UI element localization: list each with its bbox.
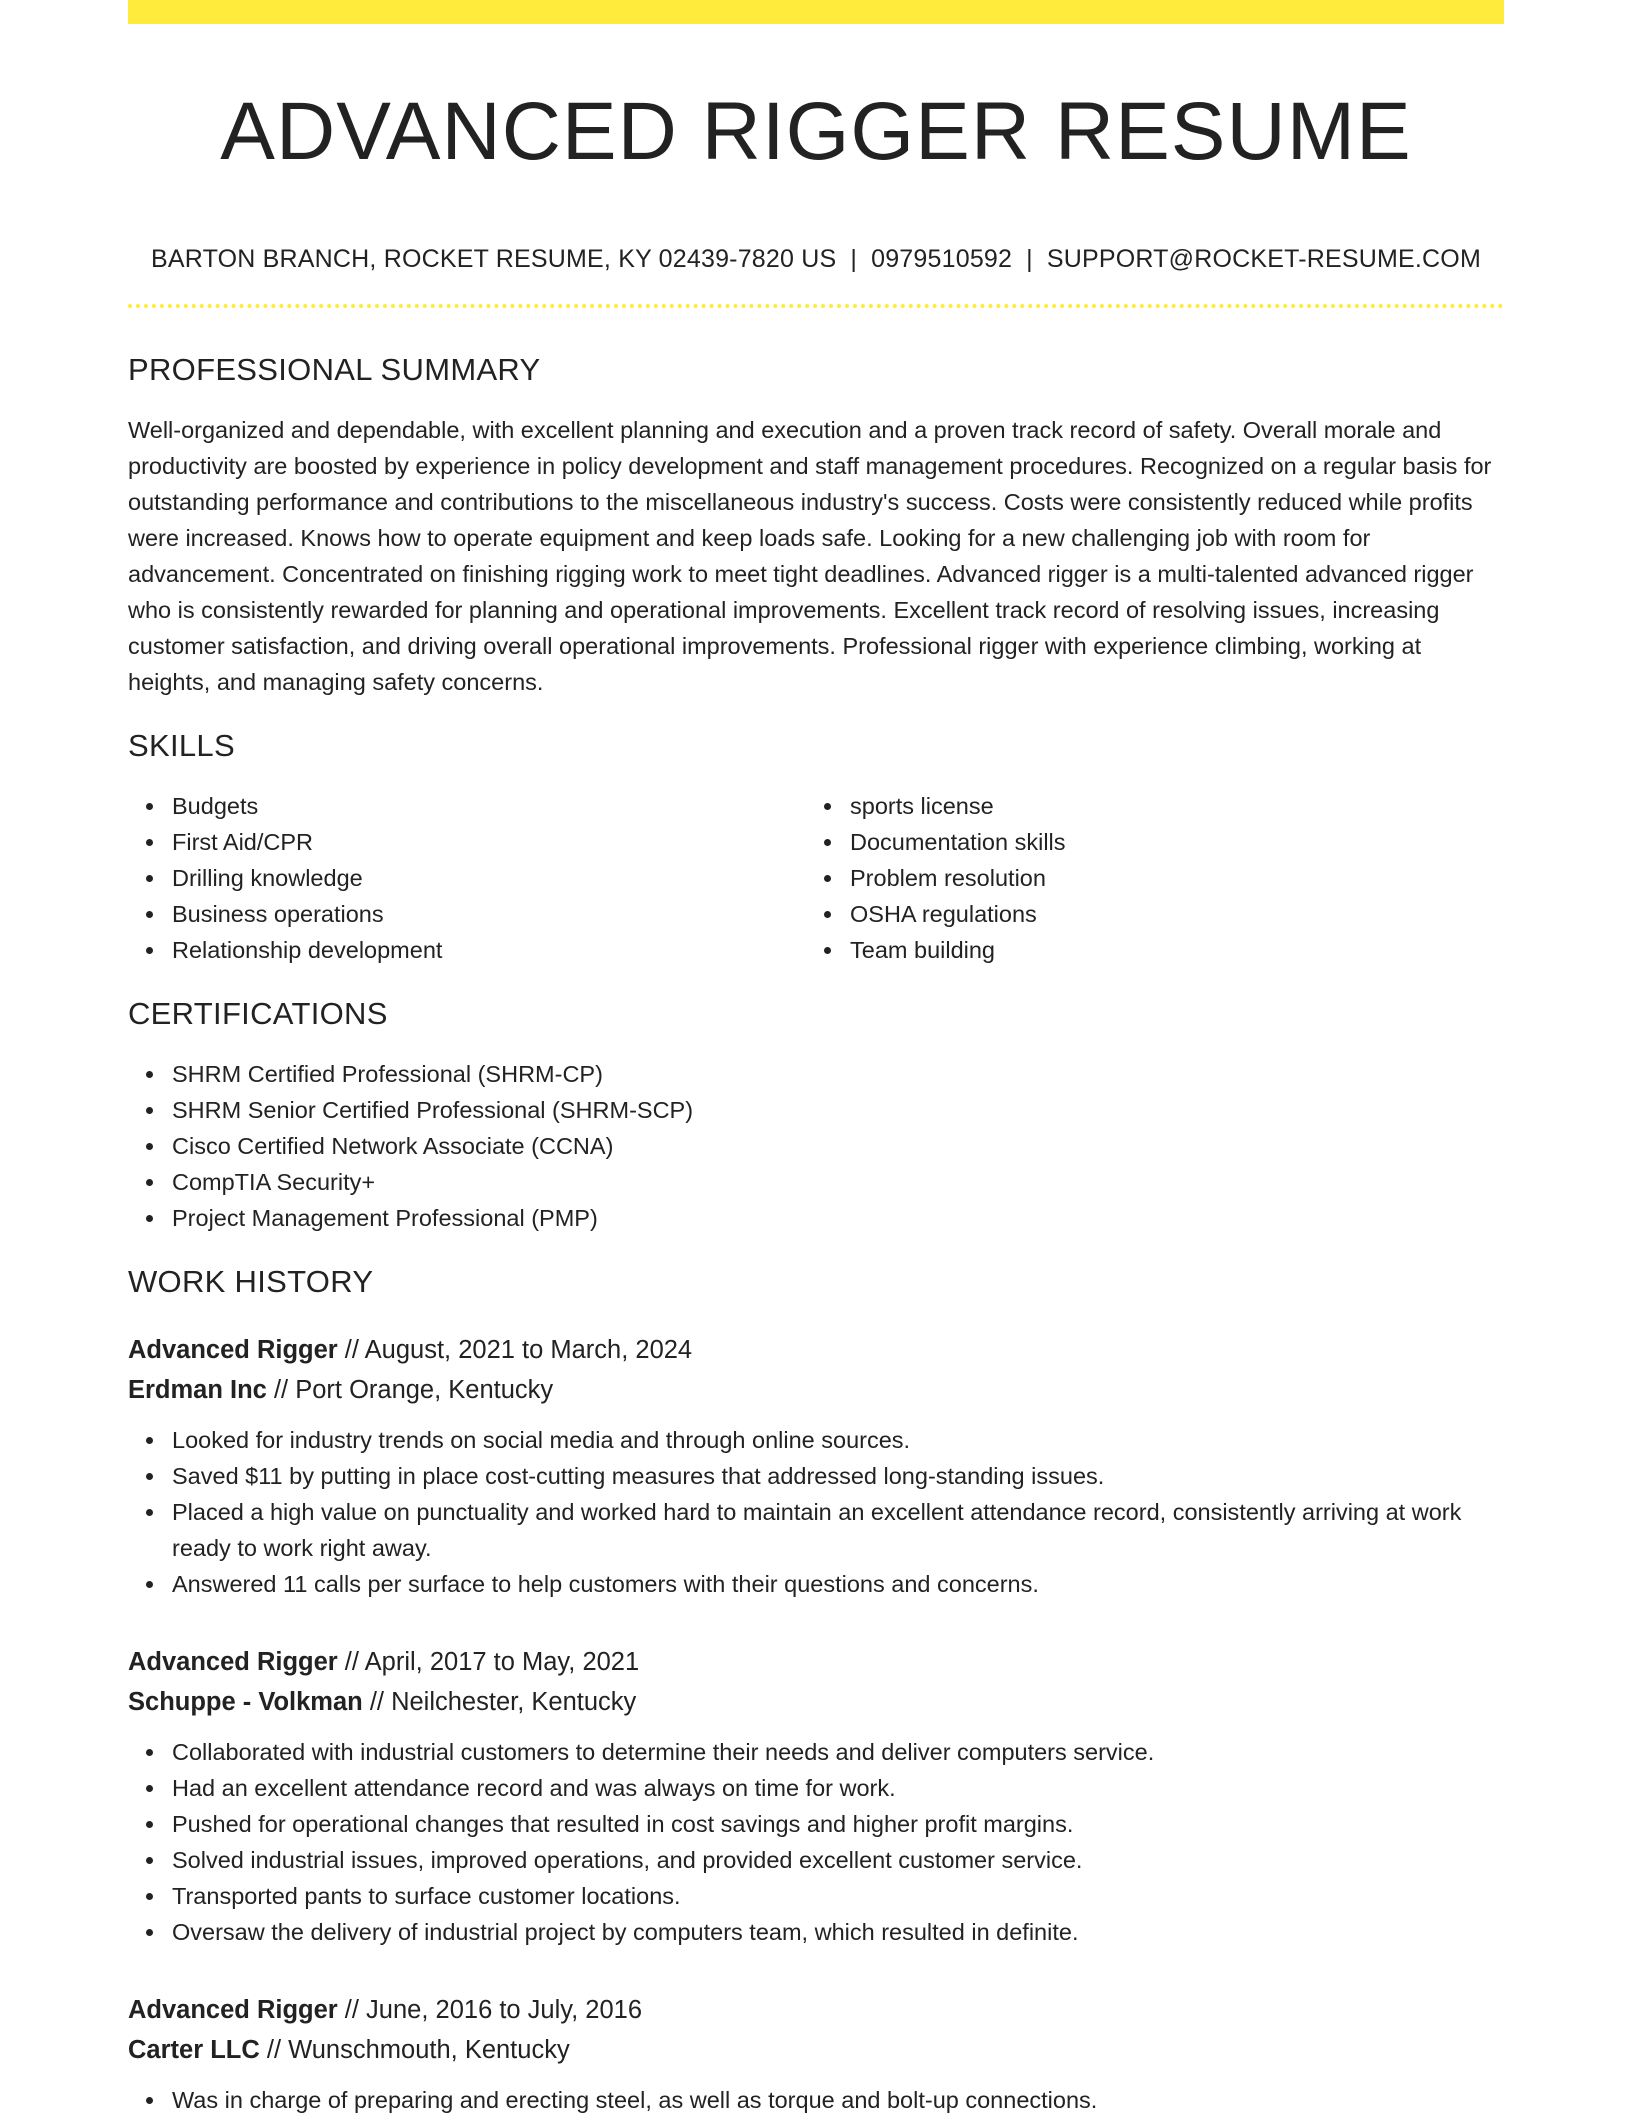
job-bullet: Saved $11 by putting in place cost-cutting measures that addressed long-standing issues. bbox=[172, 1458, 1504, 1494]
job-title-line bbox=[128, 1330, 1504, 1370]
contact-separator: | bbox=[850, 245, 858, 273]
job-company: Erdman Inc bbox=[128, 1376, 267, 1404]
job-bullets bbox=[128, 1734, 1504, 1950]
job-bullet: Pushed for operational changes that resulted in cost savings and higher profit margins. bbox=[172, 1806, 1504, 1842]
job-bullet: Collaborated with industrial customers to determine their needs and deliver computers service. bbox=[172, 1734, 1504, 1770]
resume-title: ADVANCED RIGGER RESUME bbox=[220, 86, 1412, 177]
job-entry bbox=[128, 1642, 1504, 1950]
job-dates: // June, 2016 to July, 2016 bbox=[337, 1996, 643, 2024]
job-bullet: Placed a high value on punctuality and worked hard to maintain an excellent attendance record, consistently arriving at work ready to work right away. bbox=[172, 1494, 1504, 1566]
skill-item: sports license bbox=[850, 788, 1066, 824]
job-bullet: Was in charge of preparing and erecting steel, as well as torque and bolt-up connections. bbox=[172, 2082, 1504, 2118]
job-dates: // April, 2017 to May, 2021 bbox=[337, 1648, 640, 1676]
skill-item: Drilling knowledge bbox=[172, 860, 806, 896]
job-title: Advanced Rigger bbox=[128, 1996, 338, 2024]
contact-line bbox=[128, 244, 1504, 274]
certifications-heading: CERTIFICATIONS bbox=[128, 996, 388, 1031]
job-title: Advanced Rigger bbox=[128, 1648, 338, 1676]
job-entry bbox=[128, 1990, 1504, 2118]
job-dates: // August, 2021 to March, 2024 bbox=[337, 1336, 693, 1364]
job-bullet: Answered 11 calls per surface to help customers with their questions and concerns. bbox=[172, 1566, 1504, 1602]
job-company: Schuppe - Volkman bbox=[128, 1688, 363, 1716]
job-bullets bbox=[128, 1422, 1504, 1602]
job-bullet: Had an excellent attendance record and was always on time for work. bbox=[172, 1770, 1504, 1806]
skill-item: Documentation skills bbox=[850, 824, 1066, 860]
skill-item: First Aid/CPR bbox=[172, 824, 806, 860]
skills-list-right bbox=[806, 788, 1066, 968]
certification-item: Cisco Certified Network Associate (CCNA) bbox=[172, 1128, 1504, 1164]
resume-page bbox=[128, 0, 1504, 2118]
job-company: Carter LLC bbox=[128, 2036, 260, 2064]
certifications-list bbox=[128, 1056, 1504, 1236]
skill-item: OSHA regulations bbox=[850, 896, 1066, 932]
contact-separator: | bbox=[1026, 245, 1033, 273]
job-location: // Wunschmouth, Kentucky bbox=[259, 2036, 570, 2064]
skill-item: Problem resolution bbox=[850, 860, 1066, 896]
certification-item: SHRM Certified Professional (SHRM-CP) bbox=[172, 1056, 1504, 1092]
work-history-heading: WORK HISTORY bbox=[128, 1264, 374, 1299]
dotted-divider bbox=[128, 304, 1504, 308]
job-location: // Neilchester, Kentucky bbox=[362, 1688, 637, 1716]
accent-top-bar bbox=[128, 0, 1504, 24]
summary-heading: PROFESSIONAL SUMMARY bbox=[128, 352, 541, 387]
skills-columns bbox=[128, 788, 1504, 968]
contact-email: SUPPORT@ROCKET-RESUME.COM bbox=[1046, 245, 1481, 273]
job-bullet: Transported pants to surface customer locations. bbox=[172, 1878, 1504, 1914]
job-location: // Port Orange, Kentucky bbox=[266, 1376, 554, 1404]
job-bullet: Solved industrial issues, improved operations, and provided excellent customer service. bbox=[172, 1842, 1504, 1878]
skill-item: Relationship development bbox=[172, 932, 806, 968]
job-entry bbox=[128, 1330, 1504, 1602]
job-title-line bbox=[128, 1990, 1504, 2030]
job-bullets bbox=[128, 2082, 1504, 2118]
certification-item: SHRM Senior Certified Professional (SHRM-SCP) bbox=[172, 1092, 1504, 1128]
job-company-line bbox=[128, 1370, 1504, 1410]
skill-item: Budgets bbox=[172, 788, 806, 824]
skill-item: Business operations bbox=[172, 896, 806, 932]
contact-address: BARTON BRANCH, ROCKET RESUME, KY 02439-7820 US bbox=[151, 245, 837, 273]
job-bullet: Oversaw the delivery of industrial project by computers team, which resulted in definite. bbox=[172, 1914, 1504, 1950]
certification-item: CompTIA Security+ bbox=[172, 1164, 1504, 1200]
summary-text: Well-organized and dependable, with excellent planning and execution and a proven track record of safety. Overall morale and productivity are boosted by experience in policy development and staff management procedures. Recognized on a regular basis for outstanding performance and contributions to the miscellaneous industry's success. Costs were consistently reduced while profits were increased. Knows how to operate equipment and keep loads safe. Looking for a new challenging job with room for advancement. Concentrated on finishing rigging work to meet tight deadlines. Advanced rigger is a multi-talented advanced rigger who is consistently rewarded for planning and operational improvements. Excellent track record of resolving issues, increasing customer satisfaction, and driving overall operational improvements. Professional rigger with experience climbing, working at heights, and managing safety concerns. bbox=[128, 417, 1492, 695]
job-title: Advanced Rigger bbox=[128, 1336, 338, 1364]
job-company-line bbox=[128, 2030, 1504, 2070]
job-company-line bbox=[128, 1682, 1504, 1722]
skills-list-left bbox=[128, 788, 806, 968]
contact-phone: 0979510592 bbox=[871, 245, 1013, 273]
skills-heading: SKILLS bbox=[128, 728, 235, 763]
certification-item: Project Management Professional (PMP) bbox=[172, 1200, 1504, 1236]
skill-item: Team building bbox=[850, 932, 1066, 968]
job-bullet: Looked for industry trends on social media and through online sources. bbox=[172, 1422, 1504, 1458]
job-title-line bbox=[128, 1642, 1504, 1682]
